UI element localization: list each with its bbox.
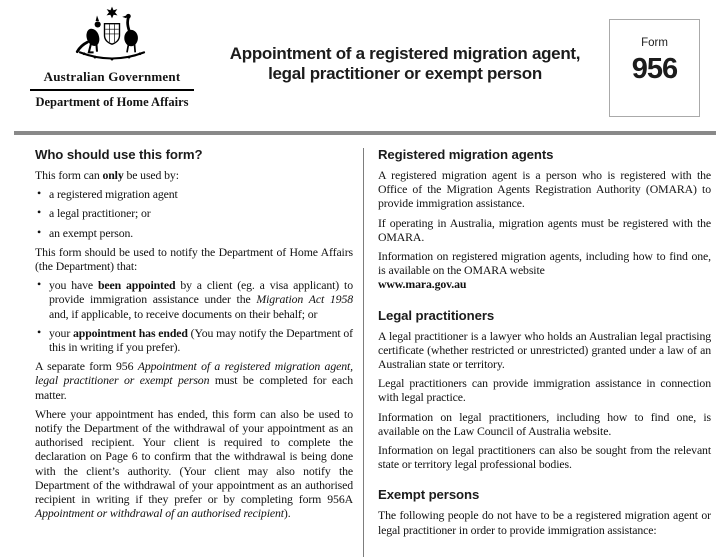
para-exempt-intro: The following people do not have to be a registered migration agent or legal practitioner in order to provide immigration assistance: bbox=[378, 508, 711, 537]
form-number: 956 bbox=[631, 53, 678, 85]
crest-department-label: Department of Home Affairs bbox=[35, 94, 189, 109]
left-column bbox=[35, 147, 353, 525]
bullet-appointment-ended: • your appointment has ended (You may notify the Department of this in writing if you prefer). bbox=[35, 326, 353, 354]
header-rule bbox=[14, 131, 716, 135]
bullet-list-notifications bbox=[35, 278, 353, 354]
government-crest bbox=[28, 6, 196, 110]
para-only-used-by: This form can only be used by: bbox=[35, 168, 179, 182]
para-omara-website: Information on registered migration agents, including how to find one, is available on the OMARA website www.mara.gov.au bbox=[378, 249, 711, 292]
column-divider bbox=[363, 148, 364, 557]
heading-exempt-persons: Exempt persons bbox=[378, 487, 480, 503]
form-title-line2: legal practitioner or exempt person bbox=[268, 64, 542, 83]
para-omara-registration: If operating in Australia, migration agents must be registered with the OMARA. bbox=[378, 215, 711, 244]
para-legal-assistance: Legal practitioners can provide immigration assistance in connection with legal practice. bbox=[378, 376, 711, 405]
bullet-legal-practitioner: • a legal practitioner; or bbox=[35, 206, 353, 220]
australian-coat-of-arms-icon bbox=[28, 6, 196, 66]
heading-legal-practitioners: Legal practitioners bbox=[378, 307, 495, 323]
form-number-box bbox=[609, 19, 700, 117]
para-withdrawal: Where your appointment has ended, this form can also be used to notify the Department of the withdrawal of your appointment as an authorised recipient. Your client is required to complete the declaration on Page 6 to confirm that the withdrawal is being done with the client’s authority. (Your client may also notify the Department of the withdrawal of your appointment as an authorised recipient in writing if they prefer or by completing form 956A Appointment or withdrawal of an authorised recipient). bbox=[35, 406, 353, 521]
form-title-line1: Appointment of a registered migration agent, bbox=[229, 44, 581, 63]
crest-government-label: Australian Government bbox=[43, 69, 181, 84]
heading-who-should-use: Who should use this form? bbox=[35, 147, 203, 162]
para-law-council: Information on legal practitioners, including how to find one, is available on the Law Council of Australia website. bbox=[378, 409, 711, 438]
para-notify-department: This form should be used to notify the Department of Home Affairs (the Department) that: bbox=[35, 244, 353, 274]
bullet-been-appointed: • you have been appointed by a client (eg. a visa applicant) to provide immigration assistance under the Migration Act 1958 and, if applicable, to receive documents on their behalf; or bbox=[35, 278, 353, 321]
crest-divider bbox=[30, 89, 194, 91]
bullet-registered-agent: • a registered migration agent bbox=[35, 187, 353, 201]
right-column bbox=[378, 147, 711, 542]
bullet-list-users bbox=[35, 187, 353, 240]
heading-registered-migration-agents: Registered migration agents bbox=[378, 147, 554, 162]
bullet-exempt-person: • an exempt person. bbox=[35, 226, 353, 240]
form-number-label: Form bbox=[641, 37, 668, 49]
form-title bbox=[203, 44, 607, 84]
para-state-bodies: Information on legal practitioners can also be sought from the relevant state or territory legal professional bodies. bbox=[378, 443, 711, 472]
para-separate-form: A separate form 956 Appointment of a registered migration agent, legal practitioner or exempt person must be completed for each matter. bbox=[35, 359, 353, 402]
para-omara-definition: A registered migration agent is a person who is registered with the Office of the Migration Agents Registration Authority (OMARA) to provide immigration assistance. bbox=[378, 168, 711, 211]
para-legal-definition: A legal practitioner is a lawyer who holds an Australian legal practising certificate (whether restricted or unrestricted) granted under a law of an Australian state or territory. bbox=[378, 328, 711, 372]
